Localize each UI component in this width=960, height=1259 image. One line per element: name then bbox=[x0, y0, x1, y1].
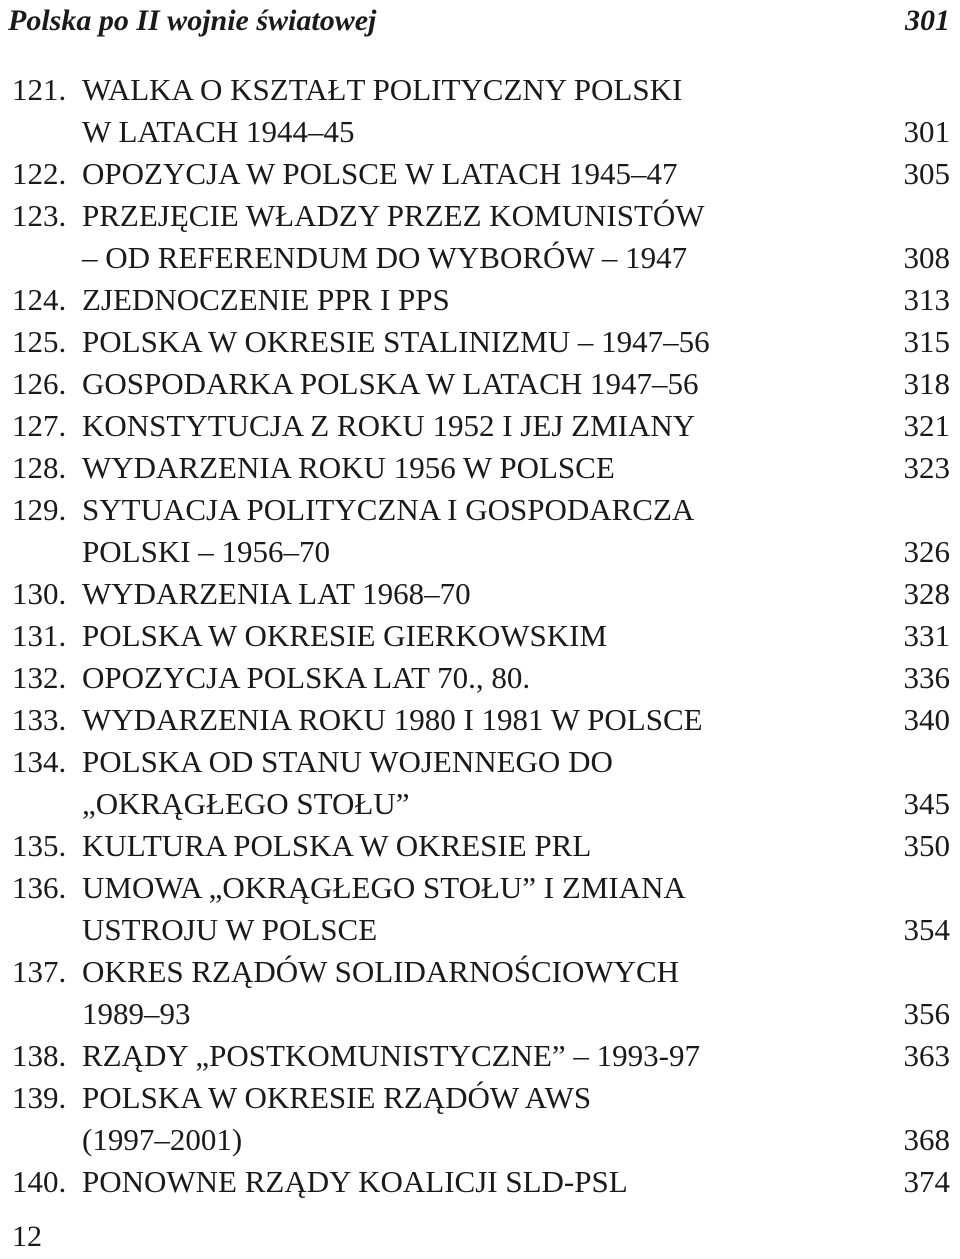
toc-entry-line bbox=[12, 363, 950, 405]
toc-entry-title: USTROJU W POLSCE bbox=[82, 912, 378, 947]
table-of-contents bbox=[12, 69, 950, 1203]
toc-entry-title: WYDARZENIA ROKU 1956 W POLSCE bbox=[82, 450, 615, 485]
toc-entry-number: 131. bbox=[12, 618, 67, 653]
toc-entry bbox=[12, 573, 950, 615]
toc-entry-page: 354 bbox=[903, 912, 950, 947]
toc-entry-line bbox=[12, 531, 950, 573]
toc-entry bbox=[12, 69, 950, 153]
toc-entry-number: 135. bbox=[12, 828, 67, 863]
toc-entry-number: 121. bbox=[12, 72, 67, 107]
toc-entry-line bbox=[12, 741, 950, 783]
toc-entry-page: 331 bbox=[903, 618, 950, 653]
toc-entry-number: 140. bbox=[12, 1164, 67, 1199]
toc-entry-number bbox=[12, 909, 82, 951]
toc-entry-line bbox=[12, 489, 950, 531]
folio-page-number: 12 bbox=[12, 1220, 42, 1253]
toc-entry-number: 132. bbox=[12, 660, 67, 695]
toc-entry-title: POLSKA W OKRESIE GIERKOWSKIM bbox=[82, 618, 608, 653]
toc-entry-page: 340 bbox=[903, 702, 950, 737]
toc-entry-page: 368 bbox=[903, 1122, 950, 1157]
toc-entry-line bbox=[12, 321, 950, 363]
toc-entry bbox=[12, 825, 950, 867]
toc-entry bbox=[12, 489, 950, 573]
toc-entry-title: OPOZYCJA W POLSCE W LATACH 1945–47 bbox=[82, 156, 678, 191]
toc-entry-number: 126. bbox=[12, 366, 67, 401]
toc-entry-number bbox=[12, 1119, 82, 1161]
toc-entry bbox=[12, 195, 950, 279]
toc-entry-title: WALKA O KSZTAŁT POLITYCZNY POLSKI bbox=[82, 72, 683, 107]
toc-entry-line bbox=[12, 951, 950, 993]
toc-entry-number: 127. bbox=[12, 408, 67, 443]
toc-entry-line bbox=[12, 1161, 950, 1203]
toc-entry-page bbox=[870, 1077, 950, 1119]
toc-entry-title: WYDARZENIA LAT 1968–70 bbox=[82, 576, 471, 611]
toc-entry-number: 129. bbox=[12, 492, 67, 527]
toc-entry-line bbox=[12, 279, 950, 321]
toc-entry bbox=[12, 657, 950, 699]
toc-entry bbox=[12, 1035, 950, 1077]
toc-entry-title: POLSKI – 1956–70 bbox=[82, 534, 331, 569]
toc-entry-title: POLSKA OD STANU WOJENNEGO DO bbox=[82, 744, 613, 779]
toc-entry bbox=[12, 1161, 950, 1203]
toc-entry-title: (1997–2001) bbox=[82, 1122, 243, 1157]
toc-entry-page bbox=[870, 195, 950, 237]
toc-entry-number: 128. bbox=[12, 450, 67, 485]
toc-entry-page: 301 bbox=[903, 114, 950, 149]
toc-entry-line bbox=[12, 825, 950, 867]
toc-entry bbox=[12, 615, 950, 657]
toc-entry-page bbox=[870, 951, 950, 993]
toc-entry-title: KULTURA POLSKA W OKRESIE PRL bbox=[82, 828, 592, 863]
toc-entry-number bbox=[12, 111, 82, 153]
toc-entry-line bbox=[12, 237, 950, 279]
toc-entry-number: 137. bbox=[12, 954, 67, 989]
toc-entry-line bbox=[12, 153, 950, 195]
toc-entry-line bbox=[12, 909, 950, 951]
toc-entry-page: 350 bbox=[903, 828, 950, 863]
toc-entry-number: 123. bbox=[12, 198, 67, 233]
toc-entry-line bbox=[12, 111, 950, 153]
toc-entry-line bbox=[12, 867, 950, 909]
toc-entry-title: KONSTYTUCJA Z ROKU 1952 I JEJ ZMIANY bbox=[82, 408, 696, 443]
toc-entry-title: OKRES RZĄDÓW SOLIDARNOŚCIOWYCH bbox=[82, 954, 680, 989]
toc-entry-title: PRZEJĘCIE WŁADZY PRZEZ KOMUNISTÓW bbox=[82, 198, 705, 233]
toc-entry-line bbox=[12, 993, 950, 1035]
toc-entry-page: 323 bbox=[903, 450, 950, 485]
toc-entry-line bbox=[12, 783, 950, 825]
toc-entry-page bbox=[870, 867, 950, 909]
toc-entry-page: 321 bbox=[903, 408, 950, 443]
toc-entry-line bbox=[12, 699, 950, 741]
toc-entry bbox=[12, 279, 950, 321]
toc-entry-page: 313 bbox=[903, 282, 950, 317]
toc-entry-page: 318 bbox=[903, 366, 950, 401]
toc-entry-title: „OKRĄGŁEGO STOŁU” bbox=[82, 786, 410, 821]
toc-entry bbox=[12, 1077, 950, 1161]
toc-entry-number: 136. bbox=[12, 870, 67, 905]
toc-entry-page: 308 bbox=[903, 240, 950, 275]
toc-entry-page: 305 bbox=[903, 156, 950, 191]
toc-entry bbox=[12, 951, 950, 1035]
toc-entry bbox=[12, 321, 950, 363]
toc-entry-page bbox=[870, 741, 950, 783]
toc-entry-line bbox=[12, 615, 950, 657]
toc-entry-title: POLSKA W OKRESIE STALINIZMU – 1947–56 bbox=[82, 324, 710, 359]
toc-entry-title: UMOWA „OKRĄGŁEGO STOŁU” I ZMIANA bbox=[82, 870, 686, 905]
toc-entry bbox=[12, 867, 950, 951]
toc-entry-title: POLSKA W OKRESIE RZĄDÓW AWS bbox=[82, 1080, 592, 1115]
toc-entry-title: RZĄDY „POSTKOMUNISTYCZNE” – 1993-97 bbox=[82, 1038, 700, 1073]
toc-entry bbox=[12, 699, 950, 741]
toc-entry-title: W LATACH 1944–45 bbox=[82, 114, 355, 149]
toc-entry-number: 133. bbox=[12, 702, 67, 737]
toc-entry-number: 130. bbox=[12, 576, 67, 611]
toc-entry-page: 336 bbox=[903, 660, 950, 695]
running-title: Polska po II wojnie światowej bbox=[8, 4, 377, 37]
toc-entry bbox=[12, 363, 950, 405]
running-header bbox=[8, 0, 950, 42]
toc-entry-title: GOSPODARKA POLSKA W LATACH 1947–56 bbox=[82, 366, 699, 401]
toc-entry-title: 1989–93 bbox=[82, 996, 191, 1031]
toc-entry-page: 315 bbox=[903, 324, 950, 359]
toc-entry-title: ZJEDNOCZENIE PPR I PPS bbox=[82, 282, 450, 317]
toc-entry-page: 345 bbox=[903, 786, 950, 821]
toc-entry-number bbox=[12, 237, 82, 279]
toc-entry-number bbox=[12, 531, 82, 573]
toc-entry-page: 356 bbox=[903, 996, 950, 1031]
toc-entry-number: 122. bbox=[12, 156, 67, 191]
toc-entry-line bbox=[12, 195, 950, 237]
toc-entry-title: OPOZYCJA POLSKA LAT 70., 80. bbox=[82, 660, 531, 695]
toc-entry-line bbox=[12, 573, 950, 615]
toc-entry-page: 326 bbox=[903, 534, 950, 569]
toc-entry bbox=[12, 405, 950, 447]
toc-entry-line bbox=[12, 657, 950, 699]
toc-entry bbox=[12, 153, 950, 195]
toc-entry-number: 138. bbox=[12, 1038, 67, 1073]
toc-entry-number bbox=[12, 993, 82, 1035]
toc-entry-page bbox=[870, 69, 950, 111]
toc-entry-number: 125. bbox=[12, 324, 67, 359]
toc-entry-page: 363 bbox=[903, 1038, 950, 1073]
toc-entry-page: 374 bbox=[903, 1164, 950, 1199]
toc-entry-line bbox=[12, 1077, 950, 1119]
toc-entry-page bbox=[870, 489, 950, 531]
toc-entry-number: 124. bbox=[12, 282, 67, 317]
toc-entry-line bbox=[12, 69, 950, 111]
toc-entry-title: PONOWNE RZĄDY KOALICJI SLD-PSL bbox=[82, 1164, 628, 1199]
toc-entry-title: SYTUACJA POLITYCZNA I GOSPODARCZA bbox=[82, 492, 695, 527]
toc-entry-line bbox=[12, 447, 950, 489]
toc-entry-title: – OD REFERENDUM DO WYBORÓW – 1947 bbox=[82, 240, 688, 275]
toc-entry-page: 328 bbox=[903, 576, 950, 611]
running-page-number: 301 bbox=[905, 4, 950, 37]
toc-entry-line bbox=[12, 1035, 950, 1077]
toc-entry-number: 134. bbox=[12, 744, 67, 779]
toc-entry-number: 139. bbox=[12, 1080, 67, 1115]
toc-entry bbox=[12, 741, 950, 825]
toc-entry-line bbox=[12, 405, 950, 447]
toc-entry-line bbox=[12, 1119, 950, 1161]
toc-entry bbox=[12, 447, 950, 489]
toc-entry-number bbox=[12, 783, 82, 825]
toc-entry-title: WYDARZENIA ROKU 1980 I 1981 W POLSCE bbox=[82, 702, 703, 737]
